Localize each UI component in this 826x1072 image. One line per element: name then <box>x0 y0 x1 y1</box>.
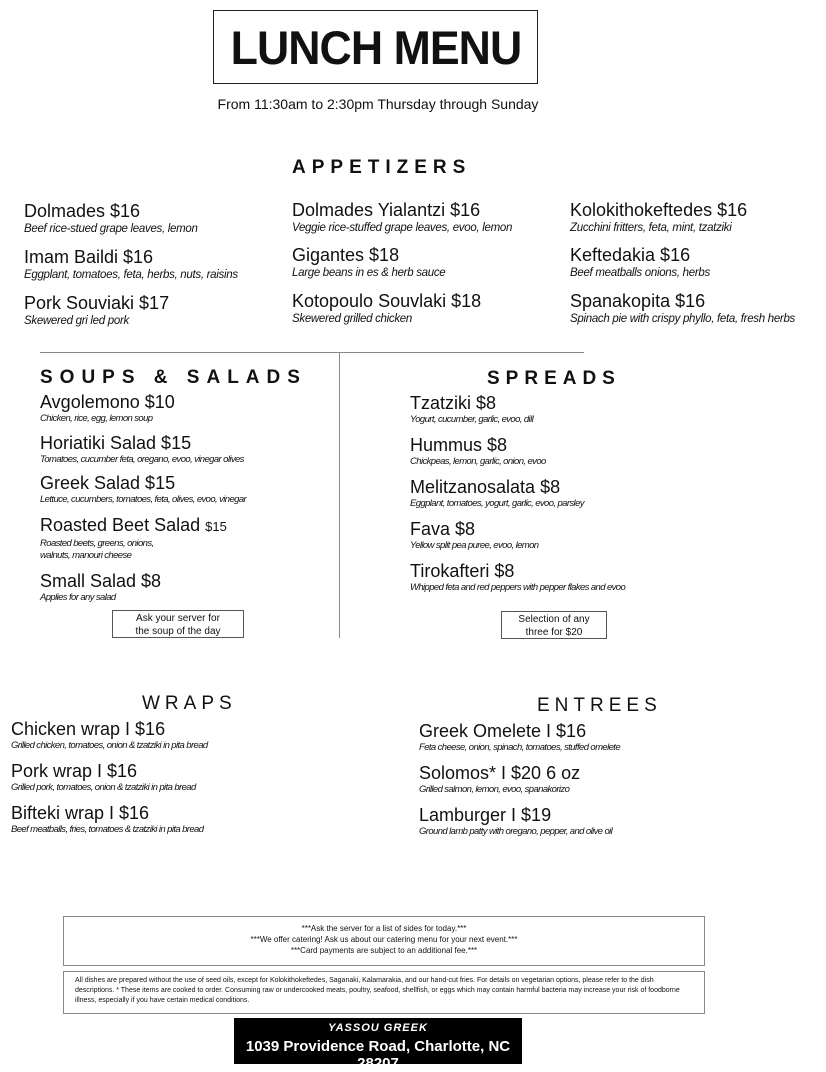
item-name: Solomos* I $20 6 oz <box>419 763 581 783</box>
item-name: Greek Salad $15 <box>40 473 176 493</box>
notice-line: ***We offer catering! Ask us about our catering menu for your next event.*** <box>250 935 518 944</box>
item-description: walnuts, manouri cheese <box>40 550 132 561</box>
menu-item <box>292 199 512 235</box>
menu-item <box>24 200 198 236</box>
item-name: Pork Souviaki $17 <box>24 293 170 313</box>
wraps-heading: WRAPS <box>142 693 237 714</box>
hours-text: From 11:30am to 2:30pm Thursday through Sunday <box>217 96 539 112</box>
item-name: Bifteki wrap I $16 <box>11 803 150 823</box>
item-name: Tirokafteri $8 <box>410 561 515 581</box>
notice-box <box>63 916 705 966</box>
item-description: Eggplant, tomatoes, feta, herbs, nuts, raisins <box>24 269 238 281</box>
menu-item <box>570 290 795 326</box>
spreads-heading: SPREADS <box>487 368 621 389</box>
item-description: Yogurt, cucumber, garlic, evoo, dill <box>410 414 534 425</box>
item-description: Applies for any salad <box>40 592 116 603</box>
item-description: Chicken, rice, egg, lemon soup <box>40 413 153 424</box>
item-description: Large beans in es & herb sauce <box>292 267 446 279</box>
soup-note-box <box>112 610 244 638</box>
restaurant-address: 1039 Providence Road, Charlotte, NC 28207 <box>245 1038 511 1072</box>
vertical-divider <box>339 352 340 638</box>
item-description: Whipped feta and red peppers with pepper flakes and evoo <box>410 582 626 593</box>
item-description: Lettuce, cucumbers, tomatoes, feta, olives, evoo, vinegar <box>40 494 247 505</box>
menu-item <box>410 560 625 594</box>
menu-item <box>40 514 227 562</box>
soups-salads-heading: SOUPS & SALADS <box>40 367 307 388</box>
item-name: Kolokithokeftedes $16 <box>570 200 748 220</box>
page-title: LUNCH MENU <box>230 20 521 74</box>
item-description: Yellow split pea puree, evoo, lemon <box>410 540 539 551</box>
menu-item <box>292 290 481 326</box>
menu-item <box>40 391 175 425</box>
item-description: Chickpeas, lemon, garlic, onion, evoo <box>410 456 546 467</box>
item-name: Gigantes $18 <box>292 245 400 265</box>
note-text: Ask your server for <box>136 613 220 624</box>
disclaimer-box <box>63 971 705 1014</box>
item-name: Imam Baildi $16 <box>24 247 154 267</box>
item-name: Chicken wrap I $16 <box>11 719 166 739</box>
menu-item <box>24 246 238 282</box>
menu-item <box>40 472 246 506</box>
spreads-note-box <box>501 611 607 639</box>
item-name: Keftedakia $16 <box>570 245 691 265</box>
item-description: Beef meatballs onions, herbs <box>570 267 710 279</box>
menu-item <box>570 244 710 280</box>
disclaimer-text: All dishes are prepared without the use of seed oils, except for Kolokithokeftedes, Saganaki, Kalamarakia, and our hand-cut fries. For details on vegetarian options, please refer to the dish descriptions. * These items are cooked to order. Consuming raw or undercooked meats, poultry, seafood, shellfish, or eggs which may contain harmful bacteria may increase your risk of foodborne illness, especially if you have certain medical conditions. <box>75 977 680 1004</box>
menu-item <box>11 718 208 752</box>
item-name: Hummus $8 <box>410 435 508 455</box>
item-name: Pork wrap I $16 <box>11 761 138 781</box>
menu-item <box>11 802 203 836</box>
menu-item <box>292 244 445 280</box>
note-text: Selection of any <box>518 614 590 625</box>
menu-item <box>410 434 546 468</box>
item-name: Spanakopita $16 <box>570 291 706 311</box>
item-name: Tzatziki $8 <box>410 393 497 413</box>
note-text: the soup of the day <box>135 626 221 637</box>
item-description: Roasted beets, greens, onions, <box>40 538 154 549</box>
item-description: Grilled salmon, lemon, evoo, spanakorizo <box>419 784 570 795</box>
notice-line: ***Card payments are subject to an additional fee.*** <box>290 946 478 955</box>
item-description: Grilled chicken, tomatoes, onion & tzatziki in pita bread <box>11 740 208 751</box>
item-name: Greek Omelete I $16 <box>419 721 587 741</box>
item-description: Skewered gri led pork <box>24 315 129 327</box>
item-name: Melitzanosalata $8 <box>410 477 561 497</box>
item-name: Dolmades $16 <box>24 201 141 221</box>
item-description: Eggplant, tomatoes, yogurt, garlic, evoo, parsley <box>410 498 584 509</box>
item-name: Dolmades Yialantzi $16 <box>292 200 481 220</box>
menu-item <box>410 476 584 510</box>
menu-item <box>419 762 580 796</box>
item-description: Zucchini fritters, feta, mint, tzatziki <box>570 222 732 234</box>
item-description: Beef meatballs, fries, tomatoes & tzatziki in pita bread <box>11 824 204 835</box>
note-text: three for $20 <box>525 627 583 638</box>
item-description: Grilled pork, tomatoes, onion & tzatziki in pita bread <box>11 782 196 793</box>
item-description: Veggie rice-stuffed grape leaves, evoo, lemon <box>292 222 513 234</box>
horizontal-divider <box>40 352 584 353</box>
item-description: Tomatoes, cucumber feta, oregano, evoo, vinegar olives <box>40 454 244 465</box>
item-name: Kotopoulo Souvlaki $18 <box>292 291 482 311</box>
appetizers-heading: APPETIZERS <box>292 157 472 178</box>
title-box <box>213 10 538 84</box>
item-name: Fava $8 <box>410 519 476 539</box>
item-price: $15 <box>205 519 227 534</box>
menu-item <box>570 199 747 235</box>
item-name: Small Salad $8 <box>40 571 162 591</box>
item-description: Ground lamb patty with oregano, pepper, and olive oil <box>419 826 613 837</box>
menu-item <box>11 760 196 794</box>
item-description: Skewered grilled chicken <box>292 313 413 325</box>
menu-item <box>410 518 538 552</box>
item-description: Beef rice-stued grape leaves, lemon <box>24 223 198 235</box>
restaurant-name: YASSOU GREEK <box>328 1022 428 1034</box>
item-name <box>40 514 227 538</box>
menu-item <box>410 392 533 426</box>
item-name: Horiatiki Salad $15 <box>40 433 192 453</box>
menu-item <box>419 804 612 838</box>
entrees-heading: ENTREES <box>537 695 662 716</box>
menu-item <box>419 720 620 754</box>
footer-banner <box>234 1018 522 1072</box>
menu-item <box>24 292 169 328</box>
menu-item <box>40 432 244 466</box>
item-name-text: Roasted Beet Salad <box>40 515 201 535</box>
item-name: Lamburger I $19 <box>419 805 552 825</box>
item-name: Avgolemono $10 <box>40 392 175 412</box>
menu-item <box>40 570 161 604</box>
notice-line: ***Ask the server for a list of sides for today.*** <box>301 924 467 933</box>
item-description: Feta cheese, onion, spinach, tomatoes, stuffed omelete <box>419 742 621 753</box>
item-description: Spinach pie with crispy phyllo, feta, fresh herbs <box>570 313 796 325</box>
